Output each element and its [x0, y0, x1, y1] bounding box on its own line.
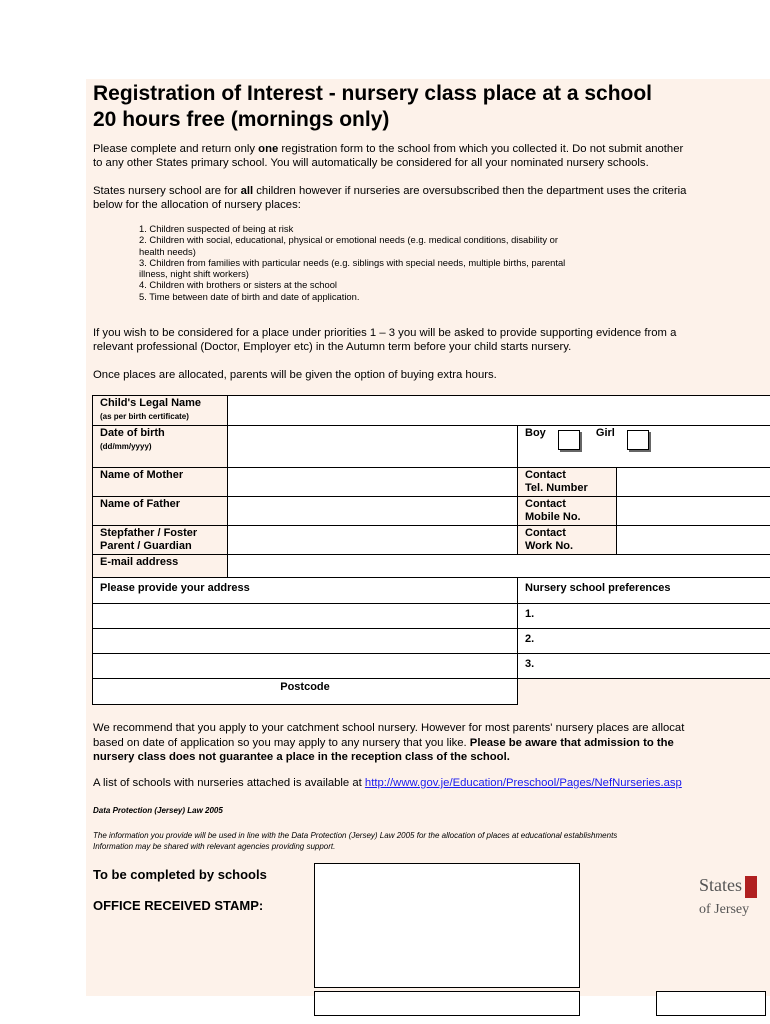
guardian-label: Stepfather / Foster Parent / Guardian	[93, 526, 228, 555]
states-of-jersey-logo: States of Jersey	[699, 876, 757, 919]
father-label: Name of Father	[93, 497, 228, 526]
data-protection-notice: The information you provide will be used in line with the Data Protection (Jersey) Law 2005 for the allocation of places at educational establishments Information may be shared with relevant agencies providing support.	[93, 831, 618, 851]
address-heading: Please provide your address	[93, 578, 518, 604]
preference-1-field[interactable]: 1.	[518, 604, 770, 629]
office-stamp-box[interactable]	[314, 863, 580, 988]
contact-tel-field[interactable]	[617, 468, 770, 497]
dob-label: Date of birth (dd/mm/yyyy)	[93, 426, 228, 468]
postcode-field[interactable]	[93, 679, 518, 705]
child-name-label: Child's Legal Name (as per birth certificate)	[93, 396, 228, 426]
contact-work-field[interactable]	[617, 526, 770, 555]
contact-work-label: Contact Work No.	[518, 526, 617, 555]
crest-icon	[745, 876, 757, 898]
preference-3-field[interactable]: 3.	[518, 654, 770, 679]
registration-form-table	[92, 395, 770, 705]
schools-list-paragraph: A list of schools with nurseries attached is available at http://www.gov.je/Education/Preschool/Pages/NefNurseries.asp	[93, 777, 682, 789]
mother-name-field[interactable]	[228, 468, 518, 497]
contact-mobile-label: Contact Mobile No.	[518, 497, 617, 526]
list-item: illness, night shift workers)	[139, 268, 249, 280]
preference-2-field[interactable]: 2.	[518, 629, 770, 654]
girl-label: Girl	[595, 427, 615, 439]
postcode-label: Postcode	[280, 681, 330, 693]
address-line-1[interactable]	[93, 604, 518, 629]
boy-label: Boy	[525, 427, 546, 439]
recommendation-paragraph: We recommend that you apply to your catchment school nursery. However for most parents' nursery places are allocat based on date of application so you may apply to any nursery that you like. Please be aware that admission to the nursery class does not guarantee a place in the reception class of the school.	[93, 722, 685, 763]
title-line-2: 20 hours free (mornings only)	[93, 108, 390, 131]
nurseries-link[interactable]: http://www.gov.je/Education/Preschool/Pages/NefNurseries.asp	[364, 777, 682, 789]
list-item: health needs)	[139, 245, 196, 257]
office-stamp-label: OFFICE RECEIVED STAMP:	[93, 898, 264, 913]
list-item: 4. Children with brothers or sisters at the school	[139, 279, 338, 291]
page-title	[93, 81, 652, 133]
list-item: 1. Children suspected of being at risk	[139, 223, 294, 234]
child-name-field[interactable]	[228, 396, 770, 426]
intro-paragraph-1: Please complete and return only one registration form to the school from which you collected it. Do not submit another to any other States primary school. You will automatically be considered for all your nominated nursery schools.	[93, 143, 684, 169]
intro-paragraph-2: States nursery school are for all children however if nurseries are oversubscribed then the department uses the criteria below for the allocation of nursery places:	[93, 185, 687, 211]
contact-mobile-field[interactable]	[617, 497, 770, 526]
list-item: 3. Children from families with particular needs (e.g. siblings with special needs, multiple births, parental	[139, 256, 566, 268]
email-label: E-mail address	[93, 555, 228, 578]
dob-field[interactable]	[228, 426, 518, 468]
title-line-1: Registration of Interest - nursery class place at a school	[93, 82, 653, 105]
father-name-field[interactable]	[228, 497, 518, 526]
nursery-preferences-heading: Nursery school preferences	[518, 578, 770, 604]
data-protection-heading: Data Protection (Jersey) Law 2005	[93, 806, 223, 815]
list-item: 5. Time between date of birth and date of application.	[139, 290, 360, 302]
contact-tel-label: Contact Tel. Number	[518, 468, 617, 497]
empty-cell	[518, 679, 770, 705]
girl-checkbox[interactable]	[627, 430, 649, 450]
address-line-2[interactable]	[93, 629, 518, 654]
boy-checkbox[interactable]	[558, 430, 580, 450]
priorities-paragraph: If you wish to be considered for a place under priorities 1 – 3 you will be asked to provide supporting evidence from a relevant professional (Doctor, Employer etc) in the Autumn term before your child starts nursery.	[93, 327, 677, 353]
schools-section-heading: To be completed by schools	[93, 867, 267, 882]
guardian-name-field[interactable]	[228, 526, 518, 555]
office-field-2[interactable]	[656, 991, 766, 1016]
mother-label: Name of Mother	[93, 468, 228, 497]
email-field[interactable]	[228, 555, 770, 578]
allocation-criteria-list	[139, 223, 565, 302]
address-line-3[interactable]	[93, 654, 518, 679]
list-item: 2. Children with social, educational, physical or emotional needs (e.g. medical conditions, disability or	[139, 234, 558, 246]
extra-hours-paragraph: Once places are allocated, parents will be given the option of buying extra hours.	[93, 369, 497, 381]
gender-cell	[518, 426, 770, 468]
office-field-1[interactable]	[314, 991, 580, 1016]
